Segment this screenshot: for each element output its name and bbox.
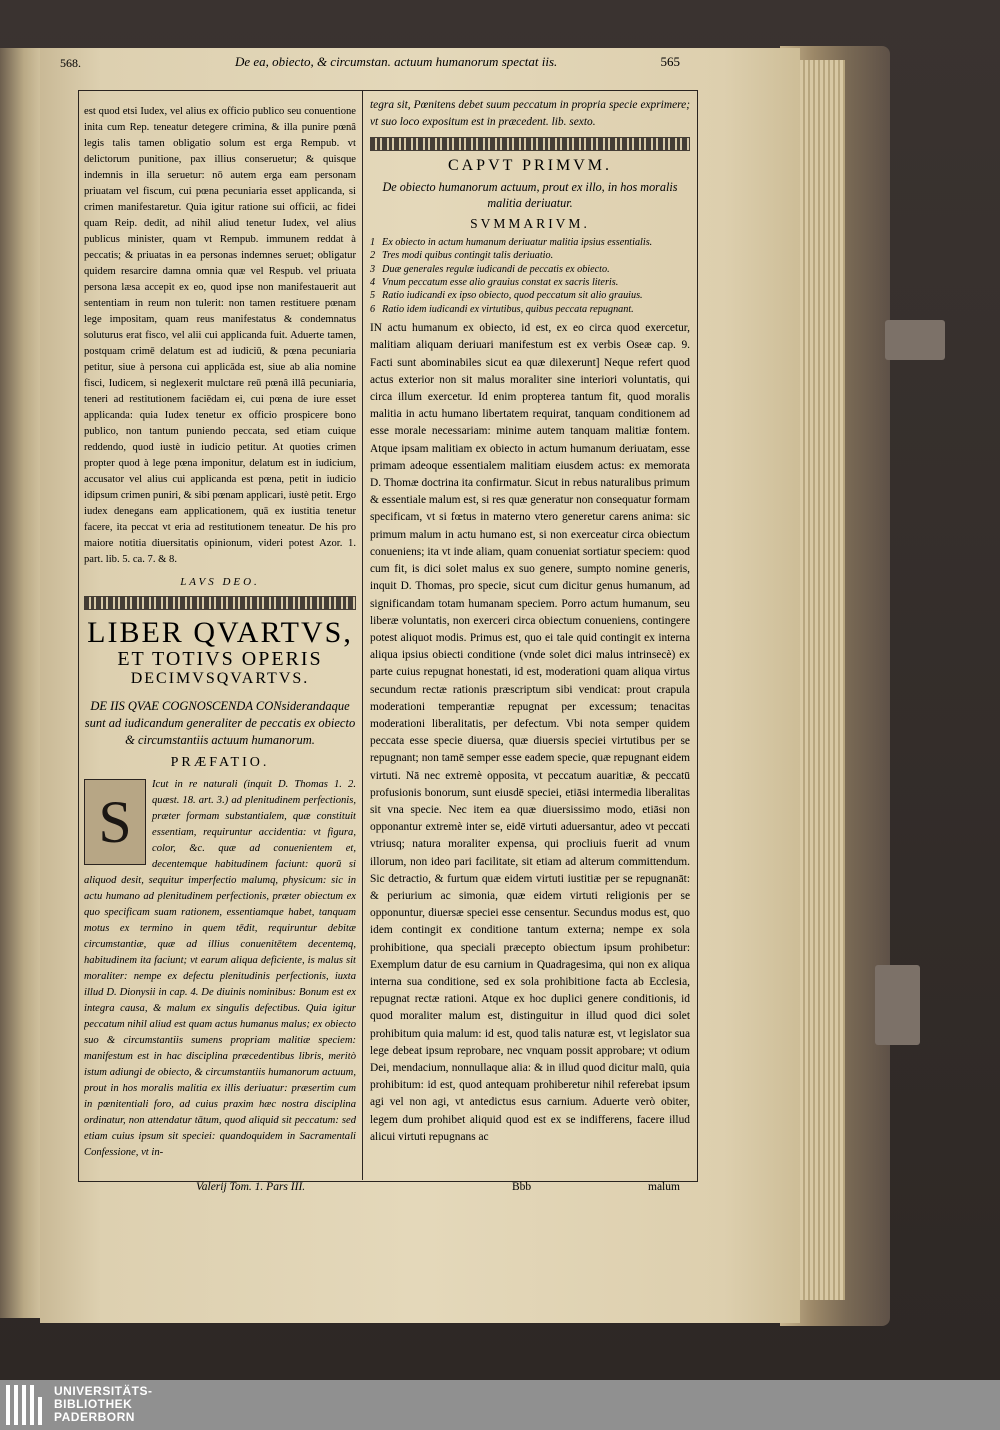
ornament-band bbox=[84, 596, 356, 610]
chapter-subtitle: De obiecto humanorum actuum, prout ex illo, in hos moralis malitia deriuatur. bbox=[382, 179, 678, 210]
right-column-body: IN actu humanum ex obiecto, id est, ex eo circa quod exercetur, malitiam aliquam deriuari manifestum est ex verbis Oseæ cap. 9. Facti sunt abominabiles sicut ea quæ dilexerunt] Neque refert quod actus exterior non sit malus moraliter sine interiori voluntatis, qui circa illum exercetur. Id enim propterea tantum fit, quod moralis malitia in actu humano libertatem requirat, tanquam conditionem ad esse morale necessariam: minime autem tanquam malitiæ fontem. Atque ipsam malitiam ex obiecto in actum humanum deriuatam, esse primam adeoque essentialem malitiam eiusdem actus: ex memorata D. Thomæ doctrina ita confirmatur. Sicut in rebus naturalibus primum & essentiale malum est, si res quæ generatur non consequatur formam specificam, vt si fœtus in materno vtero generetur carens anima: sic primum malum in actu humano est, si non exerceatur circa obiectum conueniens; ita vt inde aliam, quam conueniat sortiatur speciem: quod cum fit, is dici solet malus ex suo genere, sumpto nomine generis, inquit D. Thomas, pro specie, sicut cum dicitur genus humanum, ad significandam totam humanam speciem. Porro actum humanum, seu liberæ voluntatis, non exerceri circa obiectum conueniens, contingere potest aliquot modis. Primus est, quo ei tale quid contingit ex interna aliqua ipsius obiecti conditione (vnde solet dici malus intrinsecè) ex parte cuius repugnat honestati, id est, moderationi quam aliqua virtus secundum rectæ rationis præscriptum sibi vendicat: prout crapula moderationi temperantiæ repugnat per excessum; tenacitas moderationi liberalitatis, per defectum. Vbi nota semper quidem peccata esse specie diuersa, quæ diuersis speciei virtutibus per se repugnant; non tamē semper esse eadem specie, quæ repugnant eidem virtuti. Nā nec extremè opposita, vt peccatum auaritiæ, & peccatū profusionis bonorum, sunt eiusdē speciei, etiāsi intermedia liberalitas sit vna specie. Nec item ea quæ diuersissimo modo, etiāsi non opponantur extremè inter se, eidē virtuti aduersantur, adeo vt peccati vtriusq; natura moraliter expensa, qui procliuis fuerit ad vnum illorum, non ideo pari facilitate, sit etiam ad alterum committendum. Sic detractio, & furtum quæ eidem virtuti iustitiæ per se repugnanāt: & periurium ac simonia, quæ eidem virtuti religionis per se opponuntur, diuersæ speciei esse censentur. Secundus modus est, quo idem contingit ex conditione tantum externa; nempe ex sola prohibitione, qua speciali præcepto obiectum ipsum prohibetur: Exemplum datur de esu carnium in Quadragesima, qui non ex aliqua interna sua conditione, sed ex sola prohibitione facta ab Ecclesia, repugnat rectæ rationi. Atque ex hoc duplici genere conditionis, id quod moraliter malum est, distinguitur in illud quod dici solet prohibitum quia malum: id est, quod talis naturæ est, vt legislator sua lege debeat ipsum reprobare, nec vnquam possit approbare; vt odium Dei, mendacium, nonnullaque alia: & in illud quod dicitur malū, quia prohibitum: id est, quod antequam prohiberetur nihil referebat ipsum agi vel non agi, vt antedictus esus carnium. Aduerte verò obiter, legem dum prohibet aliquid quod est ex se indifferens, facere illud alicui virtuti repugnans ac bbox=[370, 322, 690, 1143]
column-rule bbox=[362, 90, 363, 1180]
running-header bbox=[60, 52, 680, 76]
book-title: LIBER QVARTVS, bbox=[87, 616, 353, 649]
chapter-heading: CAPVT PRIMVM. bbox=[447, 157, 613, 175]
summarium-item: 2 Tres modi quibus contingit talis deriuatio. bbox=[370, 250, 554, 262]
preface-text: Icut in re naturali (inquit D. Thomas 1. 2. quæst. 18. art. 3.) ad plenitudinem perfectionis, præter formam substantialem, quæ constituit essentiam, requiruntur accidentia: vt figura, color, &c. quæ ad conuenientem et, decentemque habitudinem faciunt: quorū si aliquod desit, sequitur imperfectio malumq, physicum: sic in actu humano ad plenitudinem perfectionis, præter obiectum ex quo specificam suam rationem, essentiamque habet, tanquam motus ex termino in quem tēdit, requiruntur debitæ circumstantiæ, quæ ad illius conuenitētem decentemq, habitudinem ita faciunt; vt earum aliqua deficiente, is malus sit moraliter: nempe ex defectu plenitudinis perfectionis, iuxta illud D. Dionysii in cap. 4. De diuinis nominibus: Bonum est ex integra causa, & malum ex singulis defectibus. Quia igitur peccatum nihil aliud est quam actus humanus malus; ex obiecto suo & circumstantiis sumens propriam malitiæ speciem: manifestum est in hac disciplina præcedentibus libris, meritò istum adiungi de obiecto, & circumstantiis humanorum actuum, prout in hos moralis malitia ex illis deriuatur: præsertim cum in pœnitentiali foro, ad cuius praxim hæc nostra disciplina ordinatur, non attendatur tātum, quod aliquid sit peccatum: sed etiam cuius ipsum sit speciei: quandoquidem in Sacramentali Confessione, vt in- bbox=[84, 779, 356, 1158]
left-column-upper bbox=[84, 104, 356, 1161]
preface-block bbox=[84, 777, 356, 1161]
bookmark-tab bbox=[885, 320, 945, 360]
clasp-fragment bbox=[875, 965, 920, 1045]
page-edges bbox=[795, 60, 845, 1300]
catchword: malum bbox=[648, 1181, 680, 1193]
library-banner bbox=[0, 1380, 1000, 1430]
summarium-item: 4 Vnum peccatum esse alio grauius constat ex sacris literis. bbox=[370, 277, 619, 289]
left-column-text: est quod etsi Iudex, vel alius ex officio publico seu conuentione inita cum Rep. teneatur detegere crimina, & illa punire pœnâ legis talis tamen obligatio solum est erga Rempub. vt delictorum punitione, pax illius conseruetur; & quisque indemnis in illa seruetur: nō autem erga eam personam priuatam vel fiscum, cui pœna pecuniaria esset applicanda, si crimen manifestaretur. Quia igitur ratione sui officii, ac fidei quam Reip. dedit, ad nihil aliud tenetur Iudex, vel alius publicus minister, quam vt Rempub. immunem reddat à peccatis; & priuatas in ea personas indemnes seruet; obligatur quidem resarcire damna omnia quæ vel Respub. vel priuata persona læsa accepit ex eo, quod ipse non manifestauerit aut sententiam in reum non tulerit: non tamen restituere pœnam lege impositam, quam reus manifestatus & condemnatus soluturus erat fisco, vel alii cui applicanda fuit. Aduerte tamen, postquam crimē delatum est ad iudiciū, & pœna pecuniaria petitur, siue à persona cui applicāda est, siue ab alia nomine fisci, Iudicem, si neglexerit mulctare reū pœnâ illâ pecuniaria, teneri ad restitutionem faciēdam ei, cui pœna de iure esset applicanda: quia Iudex tenetur ex officio prospicere bono publico, non tantum puniendo peccata, sed etiam cuique reddendo, quod iustè in iudicio petitur. At quoties crimen propter quod à lege pœna imponitur, delatum est in iudicium, accusator vel alius cui applicanda est pœna, petit in iudicio idipsum crimen puniri, & sibi pœnam applicari, iustè petit. Ergo iudex denegans eam applicationem, quā ex iustitia tenetur facere, ita peccat vt eria ad restitutionem teneatur. De his pro maiore notitia diuersitatis opinionum, videri potest Azor. 1. part. lib. 5. ca. 7. & 8. bbox=[84, 106, 356, 565]
book-subject: DE IIS QVAE COGNOSCENDA CONsiderandaque sunt ad iudicandum generaliter de peccatis ex obiecto & circumstantiis actuum humanorum. bbox=[84, 699, 356, 747]
running-title: De ea, obiecto, & circumstan. actuum humanorum spectat iis. bbox=[235, 54, 558, 69]
left-page-edge bbox=[0, 48, 40, 1318]
right-column-top-text: tegra sit, Pœnitens debet suum peccatum in propria specie exprimere; vt suo loco expositum est in præcedent. lib. sexto. bbox=[370, 99, 690, 129]
ornament-band-right bbox=[370, 137, 690, 151]
library-logo-icon bbox=[6, 1385, 44, 1425]
page-number: 565 bbox=[660, 54, 680, 69]
summarium-item: 5 Ratio iudicandi ex ipso obiecto, quod peccatum sit alio grauius. bbox=[370, 290, 643, 302]
summarium-item: 3 Duæ generales regulæ iudicandi de peccatis ex obiecto. bbox=[370, 263, 610, 275]
summarium-list bbox=[370, 236, 690, 316]
book-subtitle: ET TOTIVS OPERIS bbox=[117, 648, 323, 670]
right-column bbox=[370, 97, 690, 1146]
book-subtitle-2: DECIMVSQVARTVS. bbox=[130, 670, 310, 687]
laus-deo: LAVS DEO. bbox=[180, 576, 260, 588]
decorated-initial: S bbox=[84, 779, 146, 865]
preface-heading: PRÆFATIO. bbox=[170, 755, 270, 770]
signature-line: Valerij Tom. 1. Pars III. bbox=[196, 1181, 306, 1193]
summarium-heading: SVMMARIVM. bbox=[470, 215, 590, 231]
gathering-mark: Bbb bbox=[512, 1181, 532, 1193]
summarium-item: 1 Ex obiecto in actum humanum deriuatur malitia ipsius essentialis. bbox=[370, 236, 653, 248]
library-name: UNIVERSITÄTS- BIBLIOTHEK PADERBORN bbox=[54, 1384, 153, 1424]
summarium-item: 6 Ratio idem iudicandi ex virtutibus, quibus peccata repugnant. bbox=[370, 303, 634, 315]
left-page-number: 568. bbox=[60, 56, 81, 70]
